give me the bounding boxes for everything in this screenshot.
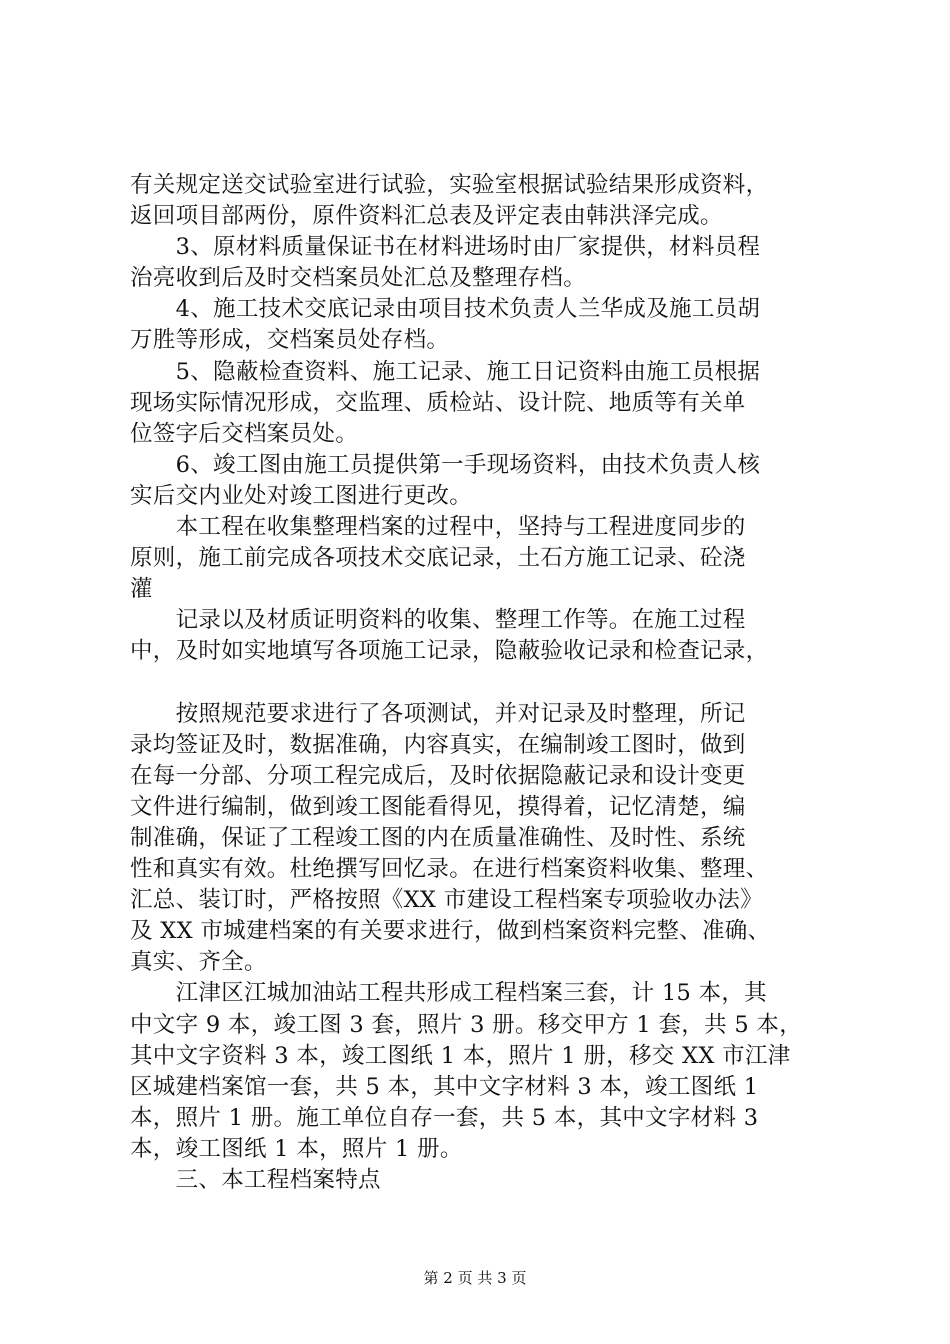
text-line: 灌 [130,576,153,603]
text-line: 位签字后交档案员处。 [130,420,359,447]
text-line: 中，及时如实地填写各项施工记录，隐蔽验收记录和检查记录， [130,638,769,665]
text-line: 汇总、装订时，严格按照《XX 市建设工程档案专项验收办法》 [130,887,763,914]
text-line: 本，照片 1 册。施工单位自存一套，共 5 本，其中文字材料 3 [130,1104,759,1131]
text-line: 性和真实有效。杜绝撰写回忆录。在进行档案资料收集、整理、 [130,856,769,883]
text-line: 江津区江城加油站工程共形成工程档案三套，计 15 本，其 [130,980,767,1007]
text-line: 真实、齐全。 [130,949,267,976]
text-line: 3、原材料质量保证书在材料进场时由厂家提供，材料员程 [130,234,761,261]
text-line: 及 XX 市城建档案的有关要求进行，做到档案资料完整、准确、 [130,918,771,945]
text-line: 4、施工技术交底记录由项目技术负责人兰华成及施工员胡 [130,296,761,323]
text-line: 文件进行编制，做到竣工图能看得见，摸得着，记忆清楚，编 [130,793,746,820]
text-line: 治亮收到后及时交档案员处汇总及整理存档。 [130,265,587,292]
text-line: 现场实际情况形成，交监理、质检站、设计院、地质等有关单 [130,389,746,416]
document-body [130,170,830,1196]
text-line: 按照规范要求进行了各项测试，并对记录及时整理，所记 [130,700,746,727]
blank-line [130,668,830,699]
text-line: 有关规定送交试验室进行试验，实验室根据试验结果形成资料， [130,172,769,198]
text-line: 6、竣工图由施工员提供第一手现场资料，由技术负责人核 [130,451,761,478]
section-heading: 三、本工程档案特点 [130,1167,381,1193]
text-line: 万胜等形成，交档案员处存档。 [130,327,450,354]
text-line: 中文字 9 本，竣工图 3 套，照片 3 册。移交甲方 1 套，共 5 本， [130,1011,802,1038]
text-line: 原则，施工前完成各项技术交底记录，土石方施工记录、砼浇 [130,545,746,572]
text-line: 本工程在收集整理档案的过程中，坚持与工程进度同步的 [130,514,746,541]
text-line: 区城建档案馆一套，共 5 本，其中文字材料 3 本，竣工图纸 1 [130,1073,759,1100]
text-line: 本，竣工图纸 1 本，照片 1 册。 [130,1135,463,1162]
text-line: 在每一分部、分项工程完成后，及时依据隐蔽记录和设计变更 [130,762,746,789]
text-line: 记录以及材质证明资料的收集、整理工作等。在施工过程 [130,607,746,634]
text-line: 录均签证及时，数据准确，内容真实，在编制竣工图时，做到 [130,731,746,758]
text-line: 其中文字资料 3 本，竣工图纸 1 本，照片 1 册，移交 XX 市江津 [130,1042,791,1069]
text-line: 实后交内业处对竣工图进行更改。 [130,482,473,509]
text-line: 返回项目部两份，原件资料汇总表及评定表由韩洪泽完成。 [130,203,723,230]
text-line: 5、隐蔽检查资料、施工记录、施工日记资料由施工员根据 [130,358,761,385]
page-number-footer: 第 2 页 共 3 页 [423,1269,527,1287]
text-line: 制准确，保证了工程竣工图的内在质量准确性、及时性、系统 [130,824,746,851]
